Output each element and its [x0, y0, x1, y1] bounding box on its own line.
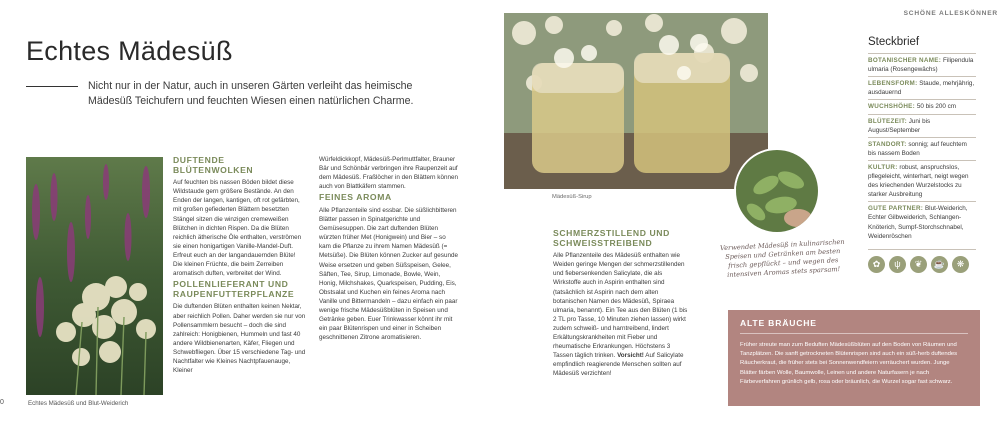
butterfly-icon: ❋: [952, 256, 969, 273]
paragraph: [553, 251, 690, 378]
steckbrief-icons: [868, 249, 976, 273]
cutlery-icon: ψ: [889, 256, 906, 273]
steckbrief-value: Juni bis August/September: [868, 117, 931, 134]
steckbrief-value: Filipendula ulmaria (Rosengewächs): [868, 57, 974, 74]
steckbrief-row: [868, 99, 976, 113]
steckbrief-row: [868, 114, 976, 137]
paragraph: Auf feuchten bis nassen Böden bildet diese Wildstaude gern größere Bestände. An den Enden der langen, kantigen, oft rot gefärbten, mit großen gefiederten Blättern besetzten Stängel sitzen die winzigen cremeweißen Blütchen in dichten Rispen. Da die Blüten reichlich ätherische Öle enthalten, verströmen sie einen honigartigen Vanille-Mandel-Duft. Erfreut euch an der langandauernden Blüte! Die kleinen Früchte, die beim Zerreiben aromatisch duften, verbreitet der Wind.: [173, 179, 302, 278]
warning-text: Auf Salicylate empfindlich reagierende Menschen sollten auf Mädesüß verzichten!: [553, 352, 684, 378]
meadowsweet-photo: [26, 157, 163, 395]
warning-label: Vorsicht!: [617, 352, 644, 360]
bee-icon: ✿: [868, 256, 885, 273]
steckbrief-key: STANDORT:: [868, 140, 907, 148]
leaf-photo: [734, 148, 820, 234]
steckbrief-row: [868, 160, 976, 201]
steckbrief-title: Steckbrief: [868, 36, 920, 48]
intro-text: Nicht nur in der Natur, auch in unseren Gärten verleiht das heimische Mädesüß Teichufern und feuchten Wiesen einen natürlichen Charme.: [88, 80, 414, 107]
column-1: [173, 155, 306, 377]
steckbrief-row: [868, 137, 976, 160]
leaf-photo-graphic: [736, 150, 820, 234]
paragraph: Die duftenden Blüten enthalten keinen Nektar, aber reichlich Pollen. Daher werden sie nur von Pollensammlern besucht – doch die sind zahlreich: Honigbienen, Hummeln und fast 40 andere Wildbienenarten, Käfer, Fliegen und Schwebfliegen. Über 15 verschiedene Tag- und Nachtfalter wie Kleines Nachtpfauenauge, Kleiner: [173, 303, 306, 375]
steckbrief-value: Staude, mehrjährig, ausdauernd: [868, 80, 975, 97]
column-3: [553, 228, 690, 381]
meadowsweet-photo-graphic: [26, 157, 163, 395]
heading-feines-aroma: FEINES AROMA: [319, 192, 392, 203]
alte-braeuche-title: ALTE BRÄUCHE: [740, 318, 968, 334]
left-page: [0, 0, 500, 434]
steckbrief-row: [868, 53, 976, 76]
steckbrief: [868, 38, 976, 273]
page-number: 0: [0, 399, 4, 406]
syrup-jars-graphic: [504, 13, 768, 189]
paragraph: Würfeldickkopf, Mädesüß-Perlmuttfalter, Brauner Bär und Schönbär verbringen ihre Raupenzeit auf dem Mädesüß. Fraßlöcher in den Blättern können auch von Blattkäfern stammen.: [319, 156, 458, 191]
steckbrief-row: [868, 76, 976, 99]
steckbrief-value: sonnig; auf feuchtem bis nassem Boden: [868, 140, 967, 157]
steckbrief-value: Blut-Weiderich, Echter Gilbweiderich, Schlangen-Knöterich, Sumpf-Storchschnabel, Weidenröschen: [868, 205, 968, 240]
bird-icon: ❦: [910, 256, 927, 273]
steckbrief-value: robust, anspruchslos, pflegeleicht, winterhart, neigt wegen des kriechenden Wurzelstocks zu starker Ausbreitung: [868, 163, 969, 199]
heading-pollenlieferant: POLLENLIEFERANT UND RAUPENFUTTERPFLANZE: [173, 279, 295, 299]
column-2: [319, 155, 459, 344]
paragraph-text: Alle Pflanzenteile des Mädesüß enthalten wie Weiden geringe Mengen der schmerzstillenden und fiebersenkenden Salicylate, die als Wirkstoffe auch in Aspirin enthalten sind (tatsächlich ist Aspirin nach dem alten botanischen Namen des Mädesüß, Spiraea ulmaria, benannt). Ein Tee aus den Blüten (1 bis 2 TL pro Tasse, 10 Minuten ziehen lassen) wirkt zudem schweiß- und harntreibend, lindert Erkältungskrankheiten mit Fieber und rheumatische Erkrankungen. Höchstens 3 Tassen täglich trinken.: [553, 252, 688, 360]
heading-schmerzstillend: SCHMERZSTILLEND UND SCHWEISSTREIBEND: [553, 228, 670, 248]
steckbrief-key: BOTANISCHER NAME:: [868, 57, 942, 65]
page-title: Echtes Mädesüß: [26, 36, 233, 66]
paragraph: Alle Pflanzenteile sind essbar. Die süßlichbitteren Blätter passen in Spinatgerichte und Gemüsesuppen. Die zart duftenden Blüten würzten früher Met (Honigwein) und Bier – so kam die Pflanze zu ihrem Namen Mädesüß (= Metsüße). Die Blüten können Zucker auf gesunde Weise ersetzen und geben Süßspeisen, Gelee, Säften, Tee, Sirup, Limonade, Bowle, Wein, Honig, Milchshakes, Quarkspeisen, Pudding, Eis, Obstsalat und Kuchen ein feines Aroma nach Vanille und Bittermandeln – dazu einfach ein paar wenige frische Mädesüßblüten in Speisen und Getränke geben. Euer Trinkwasser könnt ihr mit ein paar Blütenrispen und einer in Scheiben geschnittenen Zitrone aromatisieren.: [319, 206, 458, 342]
steckbrief-key: GUTE PARTNER:: [868, 205, 924, 213]
photo-caption-left: Echtes Mädesüß und Blut-Weiderich: [28, 400, 129, 407]
photo-caption-jars: Mädesüß-Sirup: [552, 194, 592, 200]
cup-icon: ☕: [931, 256, 948, 273]
steckbrief-key: KULTUR:: [868, 163, 898, 171]
steckbrief-key: WUCHSHÖHE:: [868, 103, 916, 111]
handwritten-note: Verwendet Mädesüß in kulinarischen Speisen und Getränken am besten frisch gepflückt – und wegen des intensiven Aromas stets sparsam!: [719, 237, 845, 279]
steckbrief-row: [868, 201, 976, 242]
steckbrief-value: 50 bis 200 cm: [916, 103, 957, 111]
alte-braeuche-box: [728, 310, 980, 406]
syrup-jars-photo: [504, 13, 768, 189]
steckbrief-key: BLÜTEZEIT:: [868, 117, 908, 125]
heading-duftende-bluetenwolken: DUFTENDE BLÜTENWOLKEN: [173, 155, 254, 175]
steckbrief-key: LEBENSFORM:: [868, 80, 918, 88]
intro-rule: [26, 86, 78, 87]
section-tag: SCHÖNE ALLESKÖNNER: [903, 10, 998, 17]
alte-braeuche-text: Früher streute man zum Beduften Mädesüßblüten auf den Boden von Räumen und Tanzplätzen. Die sanft getrockneten Blütenrispen sind auch ein süß-herb duftendes Räucherkraut, die früher stets bei Sonnenwendfeiern verräuchert wurden. Junge Blätter färben Wolle, Baumwolle, Leinen und andere Naturfasern je nach Färbeverfahren grünlich gelb, rosa oder bräunlich, die Wurzel sogar fast schwarz.: [740, 342, 958, 385]
